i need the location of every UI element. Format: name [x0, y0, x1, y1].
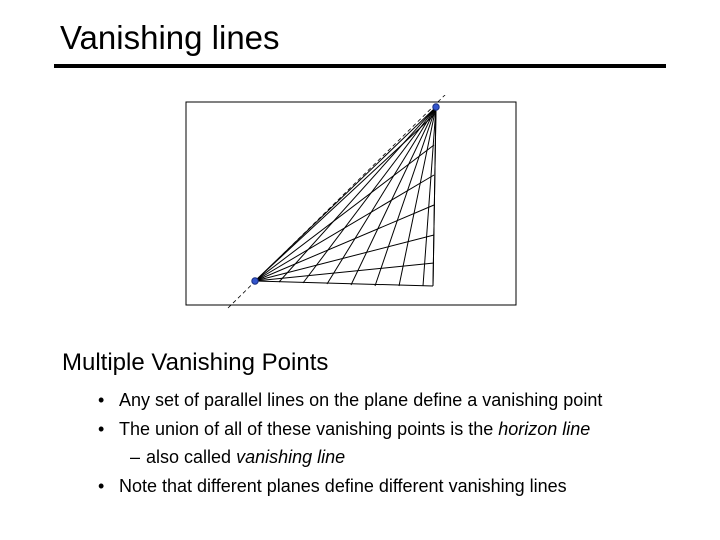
vanishing-point-lower: [252, 278, 258, 284]
line-a-7: [399, 107, 436, 286]
bullet-text: Note that different planes define different vanishing lines: [119, 475, 567, 496]
line-a-5: [351, 107, 436, 285]
line-b-2: [255, 145, 434, 281]
bullet-emphasis: horizon line: [498, 418, 591, 439]
bullet-list: [96, 386, 706, 500]
vanishing-point-upper: [433, 104, 439, 110]
line-b-4: [255, 205, 434, 281]
bullet-text: also called: [146, 447, 237, 467]
perspective-diagram: [180, 95, 520, 310]
line-b-6: [255, 263, 434, 281]
title-underline: [54, 64, 666, 68]
vanishing-lines-figure: [180, 95, 520, 310]
line-a-2: [279, 107, 436, 282]
bullet-text: The union of all of these vanishing points is the: [119, 418, 499, 439]
bullet-item: [96, 415, 706, 444]
line-b-5: [255, 235, 434, 281]
bullet-item: [96, 472, 706, 501]
line-a-3: [303, 107, 436, 283]
line-b-3: [255, 175, 434, 281]
sub-bullet-item: [96, 443, 706, 472]
figure-frame: [186, 102, 516, 305]
section-heading: Multiple Vanishing Points: [62, 349, 329, 376]
line-b-7: [255, 281, 433, 286]
line-family-b: [255, 115, 434, 286]
bullet-item: [96, 386, 706, 415]
bullet-emphasis: vanishing line: [236, 447, 346, 467]
sub-bullet-dash: –: [130, 447, 141, 467]
bullet-text: Any set of parallel lines on the plane define a vanishing point: [119, 390, 603, 410]
slide-title: Vanishing lines: [60, 19, 280, 56]
